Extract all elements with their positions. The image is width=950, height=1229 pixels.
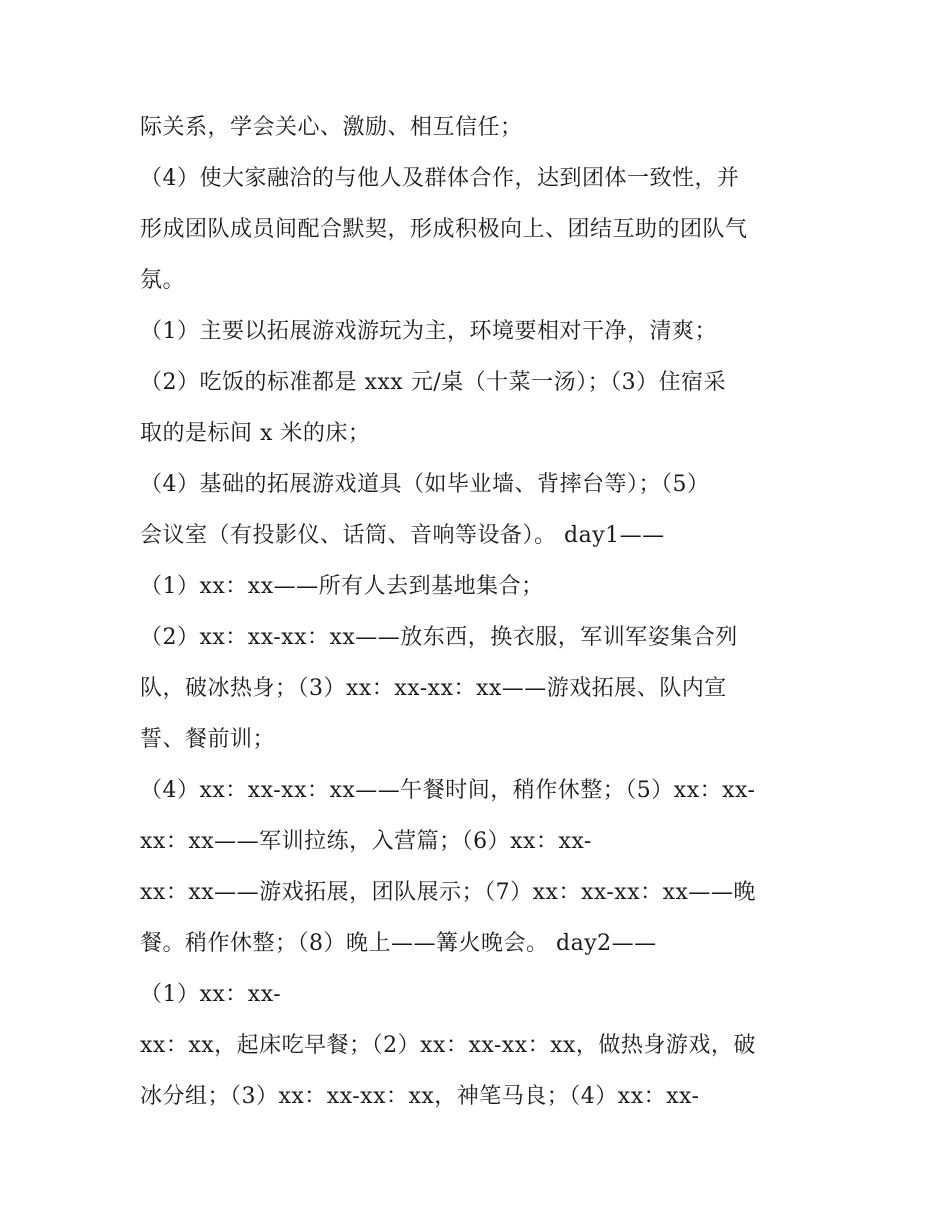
text-line: 氛。 xyxy=(140,268,186,293)
text-line: 冰分组；（3）xx：xx-xx：xx，神笔马良；（4）xx：xx- xyxy=(140,1084,700,1109)
text-line: （2）xx：xx-xx：xx——放东西，换衣服，军训军姿集合列 xyxy=(140,625,738,650)
text-line: 餐。稍作休整；（8）晚上——篝火晚会。 day2—— xyxy=(140,931,657,956)
text-line: 形成团队成员间配合默契，形成积极向上、团结互助的团队气 xyxy=(140,217,748,242)
text-line: （4）使大家融洽的与他人及群体合作，达到团体一致性，并 xyxy=(140,166,740,191)
text-line: xx：xx——军训拉练，入营篇；（6）xx：xx- xyxy=(140,829,592,854)
text-line: （1）xx：xx- xyxy=(140,982,282,1007)
text-line: 队，破冰热身；（3）xx：xx-xx：xx——游戏拓展、队内宣 xyxy=(140,676,727,701)
text-line: （4）xx：xx-xx：xx——午餐时间，稍作休整；（5）xx：xx- xyxy=(140,778,756,803)
text-line: 誓、餐前训； xyxy=(140,727,276,752)
text-line: xx：xx，起床吃早餐；（2）xx：xx-xx：xx，做热身游戏，破 xyxy=(140,1033,756,1058)
text-line: xx：xx——游戏拓展，团队展示；（7）xx：xx-xx：xx——晚 xyxy=(140,880,756,905)
text-line: 际关系，学会关心、激励、相互信任； xyxy=(140,115,523,140)
text-line: （1）xx：xx——所有人去到基地集合； xyxy=(140,574,544,599)
text-line: 取的是标间 x 米的床； xyxy=(140,421,371,446)
text-line: （1）主要以拓展游戏游玩为主，环境要相对干净，清爽； xyxy=(140,319,717,344)
text-line: （4）基础的拓展游戏道具（如毕业墙、背摔台等）；（5） xyxy=(140,472,710,497)
text-line: 会议室（有投影仪、话筒、音响等设备）。 day1—— xyxy=(140,523,665,548)
text-line: （2）吃饭的标准都是 xxx 元/桌（十菜一汤）；（3）住宿采 xyxy=(140,370,727,395)
